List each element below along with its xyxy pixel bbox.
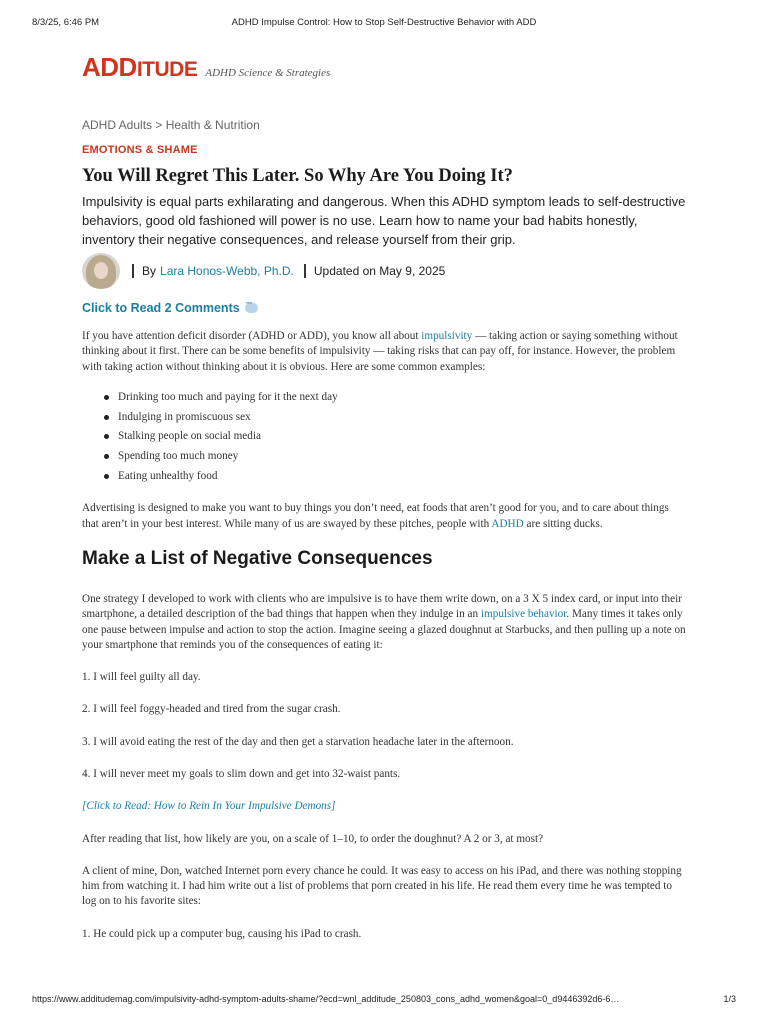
print-header: [32, 17, 736, 31]
article: [82, 118, 686, 942]
print-date: 8/3/25, 6:46 PM: [32, 17, 100, 28]
numbered-item: 2. I will feel foggy-headed and tired from the sugar crash.: [82, 703, 341, 716]
numbered-item: 3. I will avoid eating the rest of the day and then get a starvation headache later in the afternoon.: [82, 735, 514, 748]
byline-divider: [132, 264, 134, 278]
impulsivity-link[interactable]: impulsivity: [421, 330, 473, 342]
related-article-cta: [Click to Read: How to Rein In Your Impulsive Demons]: [82, 800, 336, 813]
print-doc-title: ADHD Impulse Control: How to Stop Self-Destructive Behavior with ADD: [231, 17, 537, 28]
paragraph: A client of mine, Don, watched Internet porn every chance he could. It was easy to access on his iPad, and there was nothing stopping him from watching it. I had him write out a list of problems that porn created in his life. He read them every time he was tempted to log on to his favorite sites:: [82, 864, 682, 908]
paragraph: Advertising is designed to make you want to buy things you don’t need, eat foods that aren’t good for you, and to care about things that aren’t in your best interest. While many of us are swayed by these pitches, people with ADHD are sitting ducks.: [82, 502, 669, 530]
article-headline: You Will Regret This Later. So Why Are You Doing It?: [82, 166, 513, 186]
comments-link[interactable]: [82, 299, 686, 317]
impulsive-behavior-link[interactable]: impulsive behavior: [480, 608, 567, 621]
site-logo[interactable]: [82, 53, 197, 84]
byline-divider: [304, 264, 306, 278]
paragraph: If you have attention deficit disorder (ADHD or ADD), you know all about impulsivity — taking action or saying something without thinking about it first. There can be some benefits of impulsivity — taking risks that can pay off, for instance. However, the problem with taking action without thinking about it is obvious. Here are some common examples:: [82, 330, 678, 373]
numbered-item: 1. I will feel guilty all day.: [82, 671, 201, 684]
list-item: Indulging in promiscuous sex: [104, 410, 686, 430]
print-url: https://www.additudemag.com/impulsivity-adhd-symptom-adults-shame/?ecd=wnl_additude_250803_cons_adhd_women&goal=0_d9446392d6-6…: [32, 994, 620, 1004]
numbered-item: 1. He could pick up a computer bug, causing his iPad to crash.: [82, 927, 362, 940]
breadcrumb[interactable]: ADHD Adults > Health & Nutrition: [82, 118, 260, 132]
author-link[interactable]: Lara Honos-Webb, Ph.D.: [160, 264, 294, 278]
chat-bubble-icon: [245, 303, 258, 313]
related-article-link[interactable]: Click to Read: How to Rein In Your Impulsive Demons: [86, 800, 332, 813]
updated-date: Updated on May 9, 2025: [313, 264, 446, 278]
numbered-item: 4. I will never meet my goals to slim down and get into 32-waist pants.: [82, 768, 401, 780]
page-number: 1/3: [723, 994, 736, 1004]
author-avatar[interactable]: [82, 253, 120, 289]
logo-suffix: ITUDE: [136, 58, 198, 81]
paragraph: After reading that list, how likely are you, on a scale of 1–10, to order the doughnut? A 2 or 3, at most?: [82, 832, 544, 845]
adhd-link[interactable]: ADHD: [491, 517, 524, 530]
comments-link-label: Click to Read 2 Comments: [82, 301, 240, 315]
byline: [82, 253, 686, 289]
section-heading: Make a List of Negative Consequences: [82, 547, 433, 569]
site-header: [82, 52, 330, 84]
logo-prefix: ADD: [82, 52, 137, 82]
list-item: Spending too much money: [104, 449, 686, 469]
site-tagline: ADHD Science & Strategies: [205, 67, 331, 79]
byline-prefix: By: [142, 264, 157, 278]
paragraph: One strategy I developed to work with clients who are impulsive is to have them write down, on a 3 X 5 index card, or input into their smartphone, a detailed description of the bad things that happen when they indulge in an impulsive behavior. Many times it takes only one pause between impulse and action to stop the action. Imagine seeing a glazed doughnut at Starbucks, and then pulling up a note on your smartphone that reminds you of the consequences of eating it:: [82, 592, 686, 651]
list-item: Drinking too much and paying for it the next day: [104, 390, 686, 410]
article-dek: Impulsivity is equal parts exhilarating and dangerous. When this ADHD symptom leads to self-destructive behaviors, good old fashioned will power is no use. Learn how to name your bad habits honestly, inventory their negative consequences, and release yourself from their grip.: [82, 194, 686, 247]
examples-list: [104, 390, 686, 488]
print-footer: [32, 994, 736, 1008]
list-item: Eating unhealthy food: [104, 469, 686, 489]
category-tag[interactable]: EMOTIONS & SHAME: [82, 144, 198, 156]
list-item: Stalking people on social media: [104, 429, 686, 449]
